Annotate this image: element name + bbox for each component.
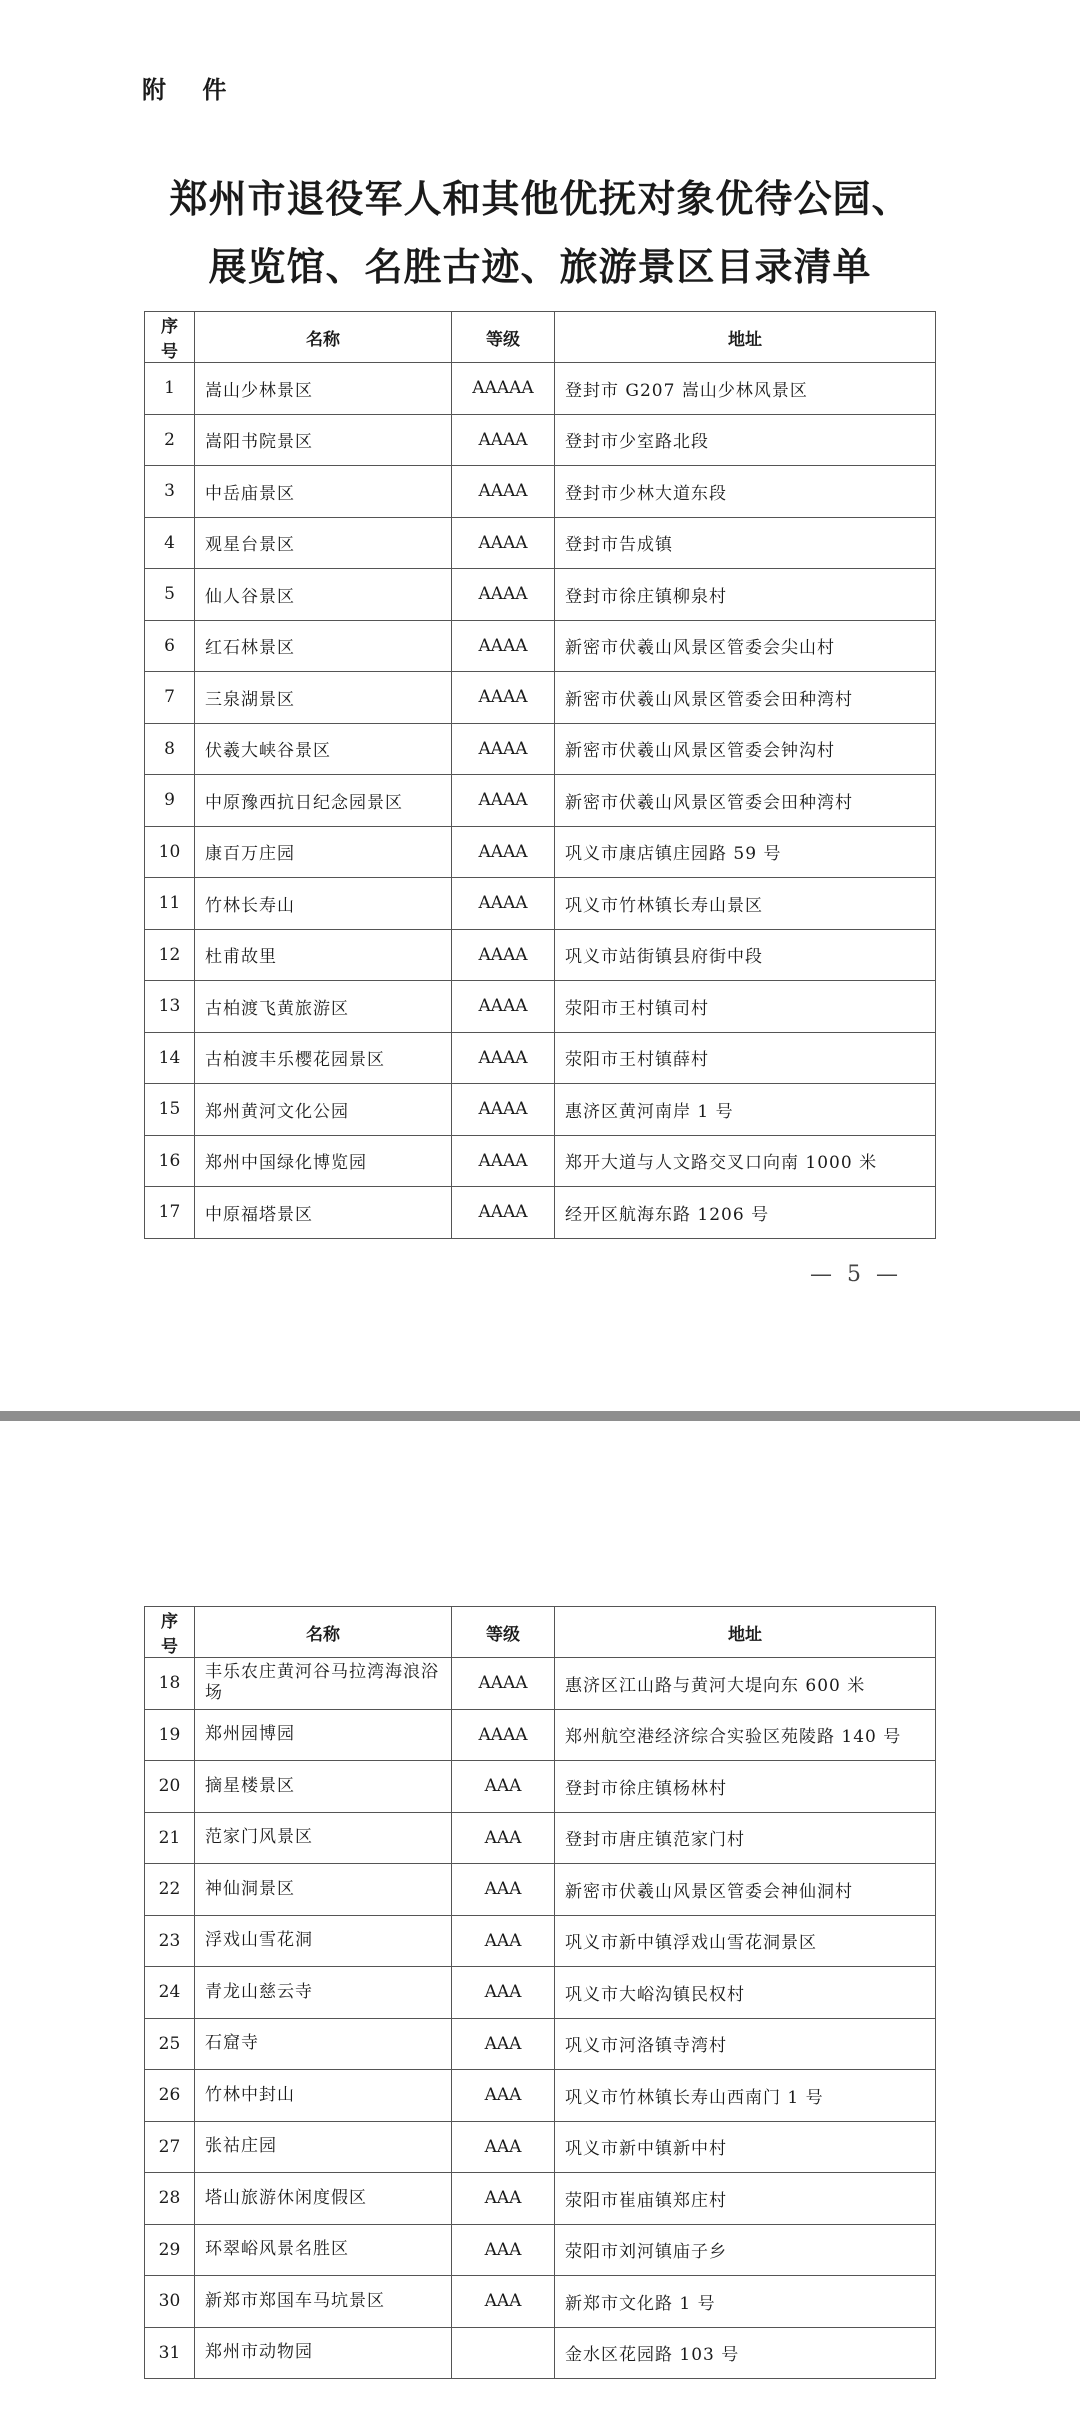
cell-name: 丰乐农庄黄河谷马拉湾海浪浴场	[195, 1658, 452, 1710]
cell-level: AAA	[452, 2018, 555, 2070]
cell-level: AAAA	[452, 1658, 555, 1710]
cell-level: AAA	[452, 1915, 555, 1967]
cell-name: 神仙洞景区	[195, 1864, 452, 1916]
cell-number: 17	[145, 1187, 195, 1239]
cell-name: 环翠峪风景名胜区	[195, 2224, 452, 2276]
cell-level: AAA	[452, 1967, 555, 2019]
cell-level: AAA	[452, 2276, 555, 2328]
cell-level: AAA	[452, 2224, 555, 2276]
cell-level: AAAAA	[452, 363, 555, 415]
table-row	[145, 1658, 936, 1710]
cell-address: 巩义市新中镇新中村	[555, 2121, 936, 2173]
cell-address: 新密市伏羲山风景区管委会田种湾村	[555, 672, 936, 724]
table-row	[145, 1812, 936, 1864]
cell-number: 25	[145, 2018, 195, 2070]
table-body-page-1	[145, 363, 936, 1239]
cell-number: 24	[145, 1967, 195, 2019]
table-row	[145, 929, 936, 981]
cell-address: 惠济区黄河南岸 1 号	[555, 1084, 936, 1136]
cell-address: 郑州航空港经济综合实验区苑陵路 140 号	[555, 1709, 936, 1761]
cell-level: AAAA	[452, 1709, 555, 1761]
cell-address: 新郑市文化路 1 号	[555, 2276, 936, 2328]
cell-number: 23	[145, 1915, 195, 1967]
table-row	[145, 569, 936, 621]
cell-name: 郑州园博园	[195, 1709, 452, 1761]
cell-name: 仙人谷景区	[195, 569, 452, 621]
cell-number: 5	[145, 569, 195, 621]
cell-name: 红石林景区	[195, 620, 452, 672]
cell-name: 杜甫故里	[195, 929, 452, 981]
table-header-row	[145, 1607, 936, 1658]
cell-level: AAAA	[452, 723, 555, 775]
cell-number: 13	[145, 981, 195, 1033]
cell-name: 中原福塔景区	[195, 1187, 452, 1239]
cell-address: 登封市告成镇	[555, 517, 936, 569]
cell-name: 范家门风景区	[195, 1812, 452, 1864]
table-row	[145, 1864, 936, 1916]
cell-address: 荥阳市王村镇司村	[555, 981, 936, 1033]
cell-level: AAA	[452, 2070, 555, 2122]
table-row	[145, 723, 936, 775]
cell-number: 14	[145, 1032, 195, 1084]
header-level: 等级	[452, 312, 555, 363]
cell-number: 29	[145, 2224, 195, 2276]
table-row	[145, 1135, 936, 1187]
table-row	[145, 1761, 936, 1813]
cell-number: 1	[145, 363, 195, 415]
cell-address: 巩义市站街镇县府街中段	[555, 929, 936, 981]
cell-number: 16	[145, 1135, 195, 1187]
table-row	[145, 517, 936, 569]
cell-number: 19	[145, 1709, 195, 1761]
cell-address: 登封市唐庄镇范家门村	[555, 1812, 936, 1864]
attractions-table-page-2	[144, 1606, 936, 2379]
cell-name: 嵩山少林景区	[195, 363, 452, 415]
cell-level: AAAA	[452, 1135, 555, 1187]
cell-number: 30	[145, 2276, 195, 2328]
cell-number: 10	[145, 826, 195, 878]
cell-level: AAA	[452, 1761, 555, 1813]
cell-name: 中岳庙景区	[195, 466, 452, 518]
cell-address: 登封市 G207 嵩山少林风景区	[555, 363, 936, 415]
cell-number: 12	[145, 929, 195, 981]
annex-label: 附 件	[142, 75, 241, 104]
table-row	[145, 878, 936, 930]
table-row	[145, 981, 936, 1033]
cell-name: 三泉湖景区	[195, 672, 452, 724]
cell-level: AAAA	[452, 672, 555, 724]
header-address: 地址	[555, 1607, 936, 1658]
cell-level: AAAA	[452, 981, 555, 1033]
cell-address: 登封市少室路北段	[555, 414, 936, 466]
table-row	[145, 1084, 936, 1136]
cell-name: 嵩阳书院景区	[195, 414, 452, 466]
cell-address: 新密市伏羲山风景区管委会神仙洞村	[555, 1864, 936, 1916]
cell-name: 竹林中封山	[195, 2070, 452, 2122]
cell-number: 20	[145, 1761, 195, 1813]
header-name: 名称	[195, 312, 452, 363]
cell-address: 新密市伏羲山风景区管委会田种湾村	[555, 775, 936, 827]
cell-name: 新郑市郑国车马坑景区	[195, 2276, 452, 2328]
cell-name: 伏羲大峡谷景区	[195, 723, 452, 775]
cell-address: 巩义市大峪沟镇民权村	[555, 1967, 936, 2019]
cell-level: AAAA	[452, 517, 555, 569]
cell-level: AAAA	[452, 620, 555, 672]
document-title-line-2: 展览馆、名胜古迹、旅游景区目录清单	[208, 244, 872, 289]
cell-address: 巩义市河洛镇寺湾村	[555, 2018, 936, 2070]
table-row	[145, 620, 936, 672]
cell-name: 石窟寺	[195, 2018, 452, 2070]
cell-level: AAA	[452, 2173, 555, 2225]
document-title-line-1: 郑州市退役军人和其他优抚对象优待公园、	[169, 176, 911, 221]
cell-number: 9	[145, 775, 195, 827]
cell-address: 金水区花园路 103 号	[555, 2327, 936, 2379]
cell-number: 2	[145, 414, 195, 466]
header-address: 地址	[555, 312, 936, 363]
cell-level: AAAA	[452, 414, 555, 466]
header-name: 名称	[195, 1607, 452, 1658]
cell-level	[452, 2327, 555, 2379]
cell-number: 18	[145, 1658, 195, 1710]
cell-name: 摘星楼景区	[195, 1761, 452, 1813]
cell-address: 惠济区江山路与黄河大堤向东 600 米	[555, 1658, 936, 1710]
cell-level: AAAA	[452, 1032, 555, 1084]
cell-level: AAAA	[452, 878, 555, 930]
cell-level: AAAA	[452, 1084, 555, 1136]
table-row	[145, 672, 936, 724]
cell-level: AAA	[452, 1812, 555, 1864]
cell-address: 巩义市康店镇庄园路 59 号	[555, 826, 936, 878]
cell-number: 21	[145, 1812, 195, 1864]
cell-number: 22	[145, 1864, 195, 1916]
table-row	[145, 2173, 936, 2225]
page-divider	[0, 1411, 1080, 1421]
cell-address: 登封市少林大道东段	[555, 466, 936, 518]
cell-level: AAAA	[452, 929, 555, 981]
cell-name: 康百万庄园	[195, 826, 452, 878]
cell-name: 郑州黄河文化公园	[195, 1084, 452, 1136]
table-header-row	[145, 312, 936, 363]
cell-number: 26	[145, 2070, 195, 2122]
cell-number: 15	[145, 1084, 195, 1136]
cell-level: AAA	[452, 1864, 555, 1916]
cell-address: 新密市伏羲山风景区管委会钟沟村	[555, 723, 936, 775]
table-row	[145, 1709, 936, 1761]
table-row	[145, 1032, 936, 1084]
header-number: 序号	[145, 1607, 195, 1658]
cell-address: 登封市徐庄镇杨林村	[555, 1761, 936, 1813]
table-row	[145, 2224, 936, 2276]
cell-number: 11	[145, 878, 195, 930]
table-row	[145, 2327, 936, 2379]
cell-level: AAA	[452, 2121, 555, 2173]
cell-number: 6	[145, 620, 195, 672]
cell-level: AAAA	[452, 775, 555, 827]
cell-name: 竹林长寿山	[195, 878, 452, 930]
cell-address: 新密市伏羲山风景区管委会尖山村	[555, 620, 936, 672]
table-row	[145, 2121, 936, 2173]
cell-name: 古柏渡丰乐樱花园景区	[195, 1032, 452, 1084]
cell-level: AAAA	[452, 1187, 555, 1239]
cell-number: 7	[145, 672, 195, 724]
cell-name: 观星台景区	[195, 517, 452, 569]
attractions-table-page-1	[144, 311, 936, 1239]
cell-level: AAAA	[452, 466, 555, 518]
header-number: 序号	[145, 312, 195, 363]
table-row	[145, 775, 936, 827]
cell-name: 塔山旅游休闲度假区	[195, 2173, 452, 2225]
cell-address: 巩义市竹林镇长寿山景区	[555, 878, 936, 930]
cell-name: 中原豫西抗日纪念园景区	[195, 775, 452, 827]
table-row	[145, 2276, 936, 2328]
cell-number: 4	[145, 517, 195, 569]
cell-name: 郑州中国绿化博览园	[195, 1135, 452, 1187]
table-row	[145, 2018, 936, 2070]
cell-address: 登封市徐庄镇柳泉村	[555, 569, 936, 621]
cell-name: 青龙山慈云寺	[195, 1967, 452, 2019]
cell-name: 古柏渡飞黄旅游区	[195, 981, 452, 1033]
header-level: 等级	[452, 1607, 555, 1658]
table-row	[145, 414, 936, 466]
cell-number: 31	[145, 2327, 195, 2379]
cell-address: 郑开大道与人文路交叉口向南 1000 米	[555, 1135, 936, 1187]
cell-level: AAAA	[452, 826, 555, 878]
cell-number: 27	[145, 2121, 195, 2173]
table-row	[145, 1915, 936, 1967]
page-number: — 5 —	[810, 1262, 902, 1287]
cell-name: 郑州市动物园	[195, 2327, 452, 2379]
table-row	[145, 1967, 936, 2019]
table-row	[145, 1187, 936, 1239]
cell-address: 荥阳市王村镇薛村	[555, 1032, 936, 1084]
table-row	[145, 2070, 936, 2122]
cell-number: 8	[145, 723, 195, 775]
cell-address: 荥阳市刘河镇庙子乡	[555, 2224, 936, 2276]
cell-address: 经开区航海东路 1206 号	[555, 1187, 936, 1239]
table-row	[145, 826, 936, 878]
cell-address: 巩义市新中镇浮戏山雪花洞景区	[555, 1915, 936, 1967]
cell-name: 张祜庄园	[195, 2121, 452, 2173]
table-body-page-2	[145, 1658, 936, 2379]
cell-name: 浮戏山雪花洞	[195, 1915, 452, 1967]
table-row	[145, 466, 936, 518]
table-row	[145, 363, 936, 415]
cell-number: 3	[145, 466, 195, 518]
cell-address: 巩义市竹林镇长寿山西南门 1 号	[555, 2070, 936, 2122]
cell-level: AAAA	[452, 569, 555, 621]
cell-number: 28	[145, 2173, 195, 2225]
cell-address: 荥阳市崔庙镇郑庄村	[555, 2173, 936, 2225]
